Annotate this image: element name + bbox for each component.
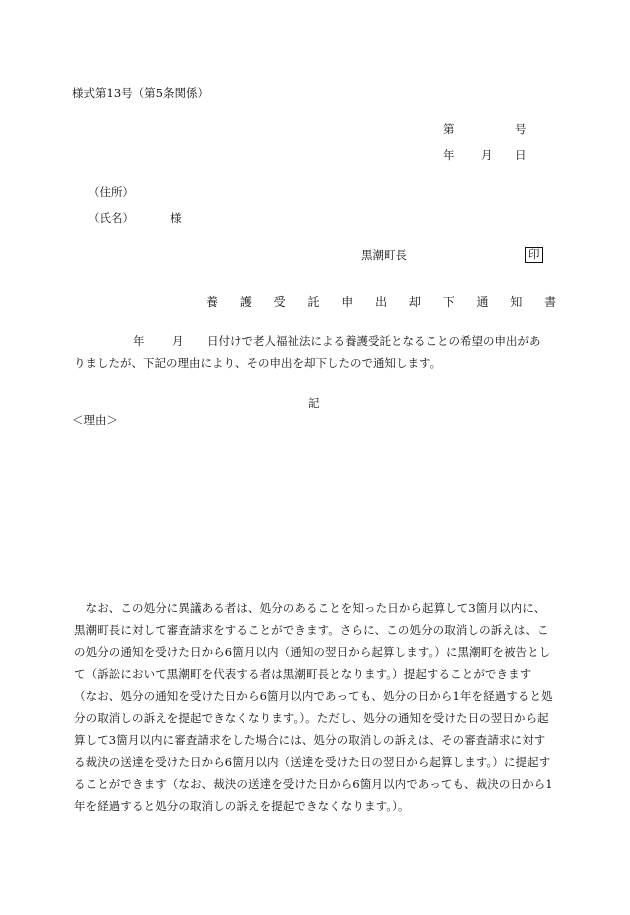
body-year-label: 年	[133, 334, 145, 348]
appeal-notice-paragraph: なお、この処分に異議ある者は、処分のあることを知った日から起算して3箇月以内に、黒潮町長に対して審査請求をすることができます。さらに、この処分の取消しの訴えは、この処分の通知を受けた日から6箇月以内（通知の翌日から起算します。）に黒潮町を被告として（訴訟において黒潮町を代表する者は黒潮町長となります。）提起することができます（なお、処分の通知を受けた日から6箇月以内であっても、処分の日から1年を経過すると処分の取消しの訴えを提起できなくなります。）。ただし、処分の通知を受けた日の翌日から起算して3箇月以内に審査請求をした場合には、処分の取消しの訴えは、その審査請求に対する裁決の送達を受けた日から6箇月以内（送達を受けた日の翌日から起算します。）に提起することができます（なお、裁決の送達を受けた日から6箇月以内であっても、裁決の日から1年を経過すると処分の取消しの訴えを提起できなくなります。）。	[74, 601, 553, 813]
seal-mark: 印	[525, 247, 543, 263]
form-label: 様式第13号（第5条関係）	[72, 86, 209, 100]
document-title: 養 護 受 託 申 出 却 下 通 知 書	[206, 295, 566, 309]
recipient-name-label: （氏名）	[88, 211, 134, 225]
body-line-2: りましたが、下記の理由により、その申出を却下したので通知します。	[74, 356, 442, 370]
date-year-label: 年	[443, 148, 455, 162]
body-month-label: 月	[172, 334, 184, 348]
ki-marker: 記	[308, 396, 320, 410]
document-number-suffix: 号	[515, 122, 527, 136]
reason-label: ＜理由＞	[72, 413, 118, 427]
document-number-prefix: 第	[443, 122, 455, 136]
body-line-1: 日付けで老人福祉法による養護受託となることの希望の申出があ	[207, 334, 541, 348]
recipient-honorific: 様	[170, 211, 182, 225]
issuer-title: 黒潮町長	[361, 248, 407, 262]
recipient-address-label: （住所）	[88, 185, 134, 199]
date-month-label: 月	[481, 148, 493, 162]
date-day-label: 日	[515, 148, 527, 162]
